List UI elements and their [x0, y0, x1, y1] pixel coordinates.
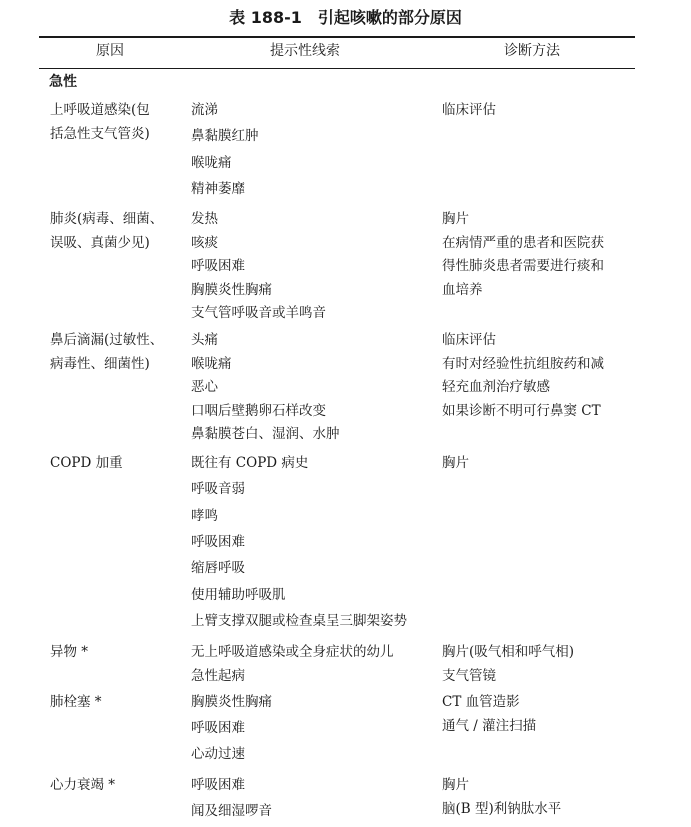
header-cause: 原因	[96, 43, 124, 59]
clue-line: 使用辅助呼吸肌	[191, 586, 286, 603]
top-rule	[39, 36, 635, 38]
clue-line: 胸膜炎性胸痛	[191, 694, 272, 710]
diagnosis-line: 轻充血剂治疗敏感	[442, 379, 550, 395]
cause-line: 肺炎(病毒、细菌、	[50, 211, 164, 227]
clue-line: 哮鸣	[191, 507, 218, 524]
diagnosis-line: 临床评估	[442, 102, 496, 118]
cause-line: 误吸、真菌少见)	[50, 234, 150, 251]
cause-line: 上呼吸道感染(包	[50, 102, 150, 118]
header-rule	[39, 68, 635, 69]
clue-line: 恶心	[191, 379, 218, 395]
clue-line: 咳痰	[191, 234, 218, 251]
clue-line: 头痛	[191, 332, 218, 348]
table-title: 表 188-1 引起咳嗽的部分原因	[229, 8, 462, 27]
clue-line: 口咽后壁鹅卵石样改变	[191, 402, 326, 419]
cause-line: COPD 加重	[50, 455, 123, 471]
clue-line: 急性起病	[191, 668, 245, 684]
header-diagnosis: 诊断方法	[504, 43, 560, 59]
clue-line: 呼吸困难	[191, 258, 245, 274]
clue-line: 呼吸困难	[191, 720, 245, 736]
diagnosis-line: 血培养	[442, 281, 483, 298]
clue-line: 喉咙痛	[191, 355, 232, 372]
diagnosis-line: CT 血管造影	[442, 694, 520, 710]
cause-line: 病毒性、细菌性)	[50, 355, 150, 372]
clue-line: 心动过速	[191, 746, 245, 762]
diagnosis-line: 得性肺炎患者需要进行痰和	[442, 258, 604, 274]
clue-line: 鼻黏膜苍白、湿润、水肿	[191, 426, 340, 442]
cause-line: 肺栓塞 *	[50, 694, 102, 710]
clue-line: 鼻黏膜红肿	[191, 128, 259, 145]
diagnosis-line: 胸片	[442, 455, 469, 471]
clue-line: 精神萎靡	[191, 180, 245, 197]
cause-line: 异物 *	[50, 644, 89, 660]
diagnosis-line: 胸片	[442, 777, 469, 793]
clue-line: 无上呼吸道感染或全身症状的幼儿	[191, 644, 394, 660]
clue-line: 呼吸困难	[191, 777, 245, 793]
cause-line: 括急性支气管炎)	[50, 126, 150, 142]
clue-line: 胸膜炎性胸痛	[191, 281, 272, 298]
cause-line: 心力衰竭 *	[50, 777, 116, 793]
clue-line: 呼吸困难	[191, 533, 245, 550]
diagnosis-line: 在病情严重的患者和医院获	[442, 234, 604, 251]
section-heading-acute: 急性	[49, 74, 77, 90]
diagnosis-line: 临床评估	[442, 332, 496, 348]
clue-line: 支气管呼吸音或羊鸣音	[191, 305, 326, 321]
clue-line: 闻及细湿啰音	[191, 803, 272, 819]
diagnosis-line: 通气 / 灌注扫描	[442, 718, 537, 734]
clue-line: 流涕	[191, 102, 218, 118]
diagnosis-line: 有时对经验性抗组胺药和减	[442, 355, 604, 372]
clue-line: 呼吸音弱	[191, 481, 245, 498]
diagnosis-line: 支气管镜	[442, 668, 496, 684]
header-clues: 提示性线索	[270, 43, 340, 59]
diagnosis-line: 胸片(吸气相和呼气相)	[442, 644, 575, 660]
diagnosis-line: 如果诊断不明可行鼻窦 CT	[442, 402, 601, 419]
clue-line: 缩唇呼吸	[191, 560, 245, 577]
diagnosis-line: 胸片	[442, 211, 469, 227]
clue-line: 上臂支撑双腿或检查桌呈三脚架姿势	[191, 612, 407, 629]
clue-line: 发热	[191, 211, 218, 227]
diagnosis-line: 脑(B 型)利钠肽水平	[442, 801, 562, 817]
clue-line: 喉咙痛	[191, 154, 232, 171]
cause-line: 鼻后滴漏(过敏性、	[50, 332, 164, 348]
clue-line: 既往有 COPD 病史	[191, 455, 309, 471]
